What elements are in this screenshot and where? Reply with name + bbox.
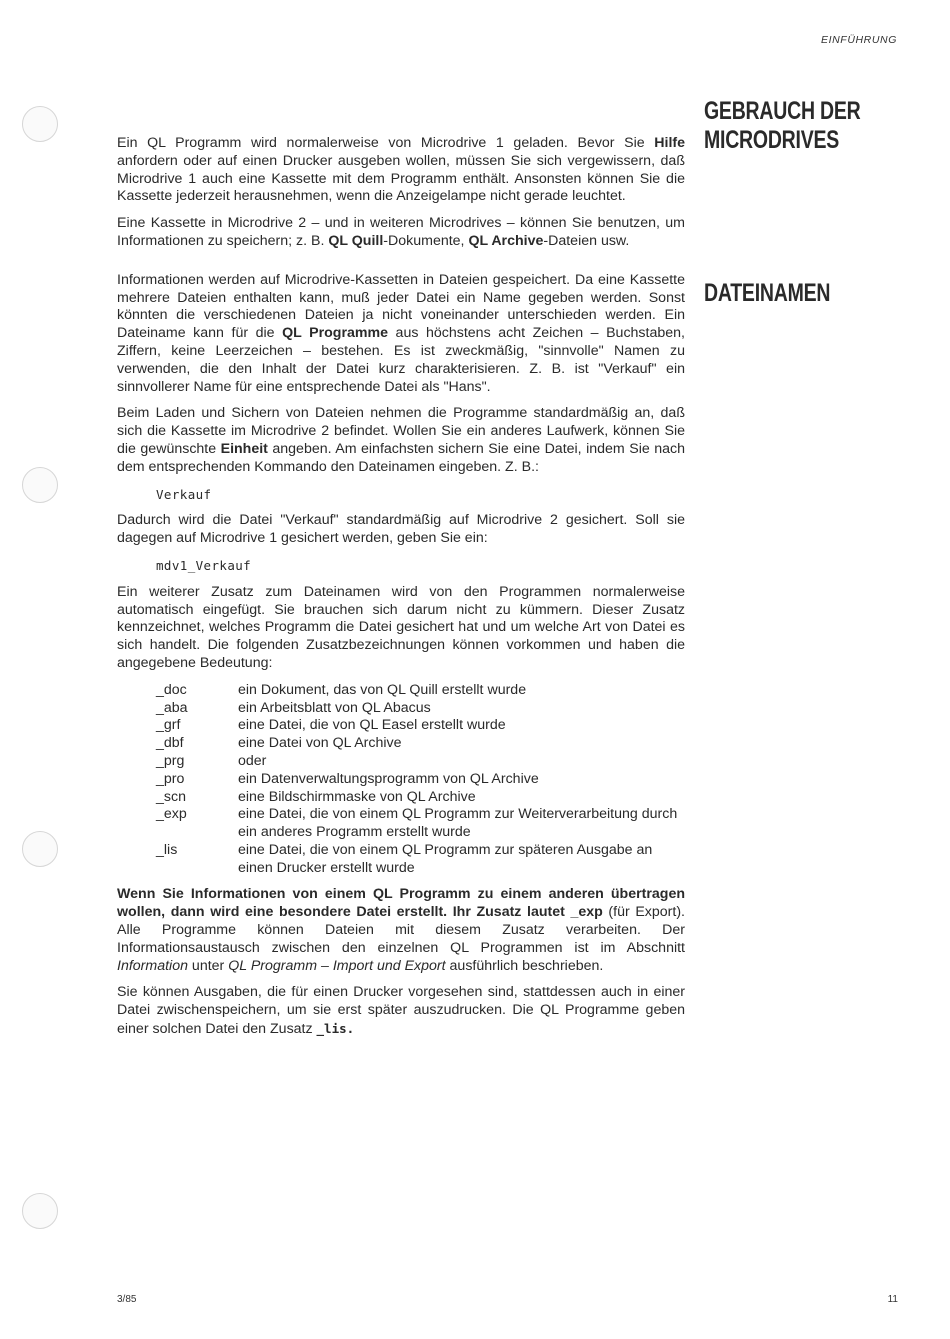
page-number: 11 — [887, 1294, 898, 1305]
extension-description: ein Datenverwaltungsprogramm von QL Archive — [238, 770, 539, 787]
code-example: Verkauf — [156, 486, 212, 502]
binder-hole — [22, 1193, 58, 1229]
extension-description: ein Arbeitsblatt von QL Abacus — [238, 699, 431, 716]
extension-name: _exp — [156, 806, 187, 823]
running-header: EINFÜHRUNG — [821, 34, 897, 46]
extension-name: _grf — [156, 717, 181, 734]
binder-hole — [22, 106, 58, 142]
extension-list — [156, 682, 685, 878]
paragraph: Dadurch wird die Datei "Verkauf" standardmäßig auf Microdrive 2 gesichert. Soll sie dagegen auf Microdrive 1 gesichert werden, geben Sie ein: — [117, 512, 685, 547]
body-text — [117, 135, 685, 1048]
extension-name: _scn — [156, 788, 186, 805]
extension-name: _pro — [156, 770, 185, 787]
extension-description: eine Datei, die von einem QL Programm zur späteren Ausgabe an einen Drucker erstellt wurde — [238, 841, 653, 876]
extension-name: _prg — [156, 752, 185, 769]
extension-description: oder — [238, 752, 267, 769]
paragraph: Ein QL Programm wird normalerweise von Microdrive 1 geladen. Bevor Sie Hilfe anfordern oder auf einen Drucker ausgeben wollen, müssen Sie sich vergewissern, daß Microdrive 1 auch eine Kassette mit dem Programm enthält. Ansonsten können Sie die Kassette jederzeit herausnehmen, wenn die Anzeigelampe nicht gerade leuchtet. — [117, 135, 685, 205]
section-heading-dateinamen: DATEINAMEN — [704, 279, 831, 307]
paragraph: Eine Kassette in Microdrive 2 – und in weiteren Microdrives – können Sie benutzen, um Informationen zu speichern; z. B. QL Quill-Dokumente, QL Archive-Dateien usw. — [117, 215, 685, 249]
paragraph: Wenn Sie Informationen von einem QL Programm zu einem anderen übertragen wollen, dann wird eine besondere Datei erstellt. Ihr Zusatz lautet _exp (für Export). Alle Programme können Dateien mit diesem Zusatz verarbeiten. Der Informationsaustausch zwischen den einzelnen QL Programmen ist im Abschnitt Information unter QL Programm – Import und Export ausführlich beschrieben. — [117, 886, 685, 974]
binder-hole — [22, 467, 58, 503]
code-example: mdv1_Verkauf — [156, 557, 252, 573]
paragraph: Beim Laden und Sichern von Dateien nehmen die Programme standardmäßig an, daß sich die Kassette im Microdrive 2 befindet. Wollen Sie ein anderes Laufwerk, können Sie die gewünschte Einheit angeben. Am einfachsten sichern Sie eine Datei, indem Sie nach dem entsprechenden Kommando den Dateinamen eingeben. Z. B.: — [117, 405, 685, 475]
extension-description: ein Dokument, das von QL Quill erstellt wurde — [238, 681, 527, 698]
paragraph: Informationen werden auf Microdrive-Kassetten in Dateien gespeichert. Da eine Kassette mehrere Dateien enthalten kann, muß jeder Datei ein Name gegeben werden. Sonst könnten die verschiedenen Dateien ja nicht voneinander unterschieden werden. Ein Dateiname kann für die QL Programme aus höchstens acht Zeichen – Buchstaben, Ziffern, keine Leerzeichen – bestehen. Es ist zweckmäßig, "sinnvolle" Namen zu verwenden, die den Inhalt der Datei kurz charakterisieren. Z. B. ist "Verkauf" ein sinnvollerer Name für eine entsprechende Datei als "Hans". — [117, 271, 685, 395]
extension-description: eine Datei, die von einem QL Programm zur Weiterverarbeitung durch ein anderes Programm erstellt wurde — [238, 806, 678, 841]
section-heading-microdrives — [704, 97, 860, 155]
binder-hole — [22, 831, 58, 867]
heading-line: GEBRAUCH DER — [704, 97, 861, 125]
paragraph: Sie können Ausgaben, die für einen Drucker vorgesehen sind, stattdessen auch in einer Datei zwischenspeichern, um sie erst später auszudrucken. Die QL Programme geben einer solchen Datei den Zusatz _lis. — [117, 984, 685, 1038]
heading-line: MICRODRIVES — [704, 126, 840, 154]
extension-name: _dbf — [156, 735, 184, 752]
footer-date: 3/85 — [117, 1294, 137, 1305]
extension-name: _doc — [156, 681, 187, 698]
extension-description: eine Datei, die von QL Easel erstellt wurde — [238, 717, 506, 734]
extension-description: eine Datei von QL Archive — [238, 735, 402, 752]
paragraph: Ein weiterer Zusatz zum Dateinamen wird von den Programmen normalerweise automatisch eingefügt. Sie brauchen sich darum nicht zu kümmern. Dieser Zusatz kennzeichnet, welches Programm die Datei gesichert hat und um welche Art von Datei es sich handelt. Die folgenden Zusatzbezeichnungen können vorkommen und haben die angegebene Bedeutung: — [117, 583, 685, 671]
extension-description: eine Bildschirmmaske von QL Archive — [238, 788, 476, 805]
extension-name: _lis — [156, 841, 178, 858]
extension-name: _aba — [156, 699, 188, 716]
